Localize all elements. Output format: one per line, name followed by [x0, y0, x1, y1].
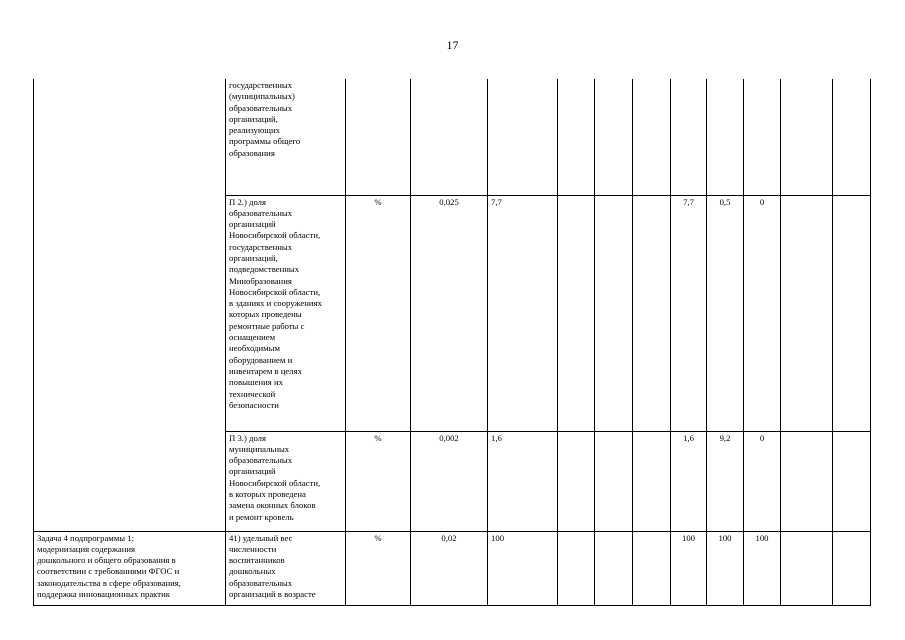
- value-cell: [781, 531, 833, 605]
- value-cell: [833, 79, 871, 195]
- value-cell: 7,7: [488, 195, 558, 431]
- indicator-cell: государственных (муниципальных) образовательных организаций, реализующих программы общего образования: [226, 79, 346, 195]
- value-cell: [488, 79, 558, 195]
- value-cell: 0,025: [411, 195, 488, 431]
- page-number: 17: [446, 38, 459, 52]
- value-cell: [558, 431, 595, 531]
- value-cell: [595, 431, 633, 531]
- value-cell: 9,2: [707, 431, 744, 531]
- value-cell: [781, 431, 833, 531]
- indicator-cell: 41) удельный вес численности воспитанников дошкольных образовательных организаций в возрасте: [226, 531, 346, 605]
- unit-cell: %: [346, 431, 411, 531]
- value-cell: [595, 195, 633, 431]
- value-cell: [781, 195, 833, 431]
- value-cell: [707, 79, 744, 195]
- value-cell: 7,7: [671, 195, 707, 431]
- value-cell: [744, 79, 781, 195]
- value-cell: [833, 431, 871, 531]
- value-cell: 0: [744, 431, 781, 531]
- value-cell: [633, 195, 671, 431]
- table-row: [34, 531, 871, 605]
- value-cell: 100: [671, 531, 707, 605]
- value-cell: 0,5: [707, 195, 744, 431]
- value-cell: [781, 79, 833, 195]
- value-cell: 0: [744, 195, 781, 431]
- value-cell: [633, 431, 671, 531]
- value-cell: 1,6: [488, 431, 558, 531]
- value-cell: [833, 531, 871, 605]
- indicator-cell: П 3.) доля муниципальных образовательных организаций Новосибирской области, в которых проведена замена оконных блоков и ремонт кровель: [226, 431, 346, 531]
- unit-cell: %: [346, 531, 411, 605]
- value-cell: 0,002: [411, 431, 488, 531]
- indicator-cell: П 2.) доля образовательных организаций Новосибирской области, государственных организаций, подведомственных Минобразования Новосибирской области, в зданиях и сооружениях которых проведены ремонтные работы с оснащением необходимым оборудованием и инвентарем в целях повышения их технической безопасности: [226, 195, 346, 431]
- value-cell: [411, 79, 488, 195]
- value-cell: [558, 531, 595, 605]
- value-cell: [633, 531, 671, 605]
- value-cell: 100: [488, 531, 558, 605]
- task-cell: [34, 79, 226, 531]
- table-row: [34, 79, 871, 195]
- value-cell: [558, 79, 595, 195]
- value-cell: [833, 195, 871, 431]
- value-cell: 100: [744, 531, 781, 605]
- value-cell: 1,6: [671, 431, 707, 531]
- unit-cell: [346, 79, 411, 195]
- value-cell: 100: [707, 531, 744, 605]
- task-cell: Задача 4 подпрограммы 1: модернизация содержания дошкольного и общего образования в соответствии с требованиями ФГОС и законодательства в сфере образования, поддержка инновационных практик: [34, 531, 226, 605]
- value-cell: 0,02: [411, 531, 488, 605]
- value-cell: [633, 79, 671, 195]
- value-cell: [671, 79, 707, 195]
- value-cell: [595, 531, 633, 605]
- value-cell: [558, 195, 595, 431]
- indicators-table: [33, 79, 871, 606]
- value-cell: [595, 79, 633, 195]
- unit-cell: %: [346, 195, 411, 431]
